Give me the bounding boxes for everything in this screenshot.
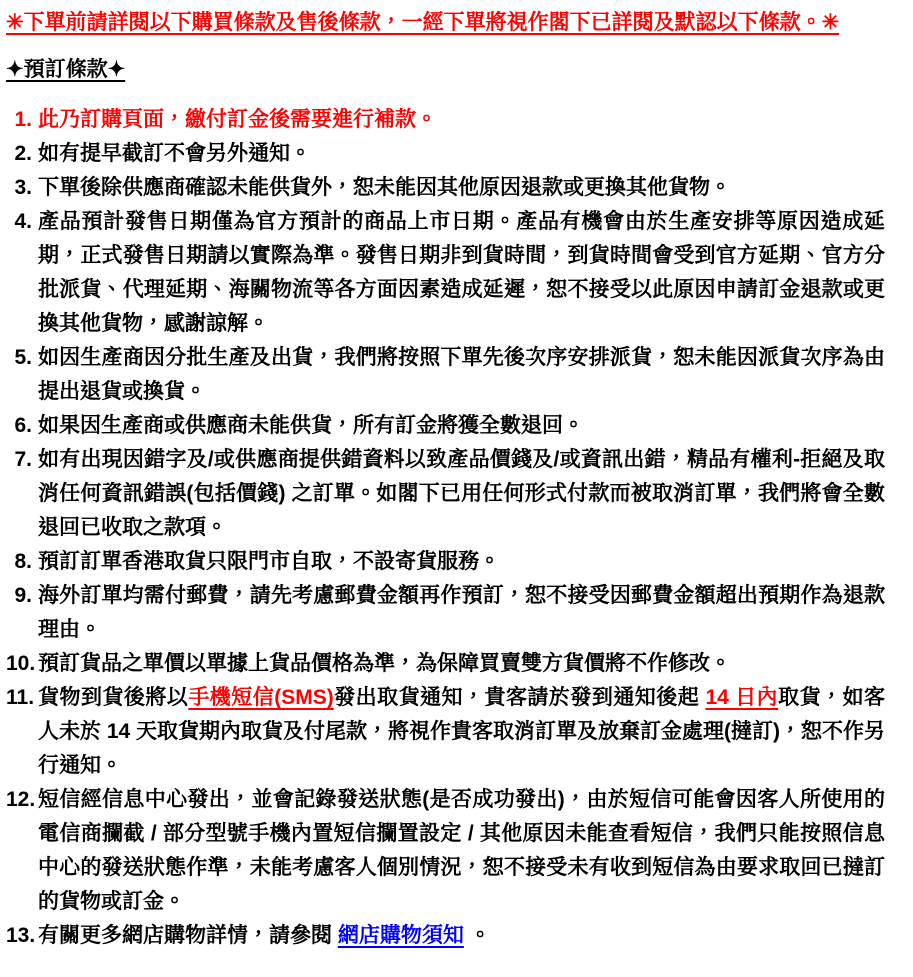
term-segment: 手機短信(SMS) (188, 686, 334, 709)
term-segment: 如有出現因錯字及/或供應商提供錯資料以致產品價錢及/或資訊出錯，精品有權利-拒絕及取消任何資訊錯誤(包括價錢) 之訂單。如閣下已用任何形式付款而被取消訂單，我們將會全數退回已收取之款項。 (38, 448, 885, 539)
term-text (38, 550, 500, 573)
term-text (38, 414, 584, 437)
term-segment: 取貨，如客人未於 14 天取貨期內取貨及付尾款，將視作貴客取消訂單及放棄訂金處理(撻訂)，恕不作另行通知。 (38, 686, 886, 777)
term-item (6, 103, 885, 137)
term-number: 6. (14, 414, 32, 437)
term-text (38, 210, 885, 335)
term-item (6, 171, 885, 205)
term-segment: 14 日內 (705, 686, 779, 709)
term-segment: 此乃訂購頁面，繳付訂金後需要進行補款。 (38, 108, 437, 131)
term-segment: 下單後除供應商確認未能供貨外，恕未能因其他原因退款或更換其他貨物。 (38, 176, 731, 199)
term-segment: 如果因生產商或供應商未能供貨，所有訂金將獲全數退回。 (38, 414, 584, 437)
term-number: 1. (14, 108, 32, 131)
term-item (6, 579, 885, 647)
term-segment: 預訂貨品之單價以單據上貨品價格為準，為保障買賣雙方貨價將不作修改。 (38, 652, 731, 675)
term-text (38, 788, 885, 913)
term-item (6, 137, 885, 171)
term-number: 13. (6, 924, 36, 947)
term-number: 4. (14, 210, 32, 233)
terms-warning-header: ✳下單前請詳閱以下購買條款及售後條款，一經下單將視作閣下已詳閱及默認以下條款。✳ (6, 11, 840, 34)
term-number: 9. (14, 584, 32, 607)
term-segment: 短信經信息中心發出，並會記錄發送狀態(是否成功發出)，由於短信可能會因客人所使用的電信商攔截 / 部分型號手機內置短信攔置設定 / 其他原因未能查看短信，我們只能按照信息中心的發送狀態作準，未能考慮客人個別情況，恕不接受未有收到短信為由要求取回已撻訂的貨物或訂金。 (38, 788, 885, 913)
term-item (6, 409, 885, 443)
term-text (38, 346, 885, 403)
term-item (6, 647, 885, 681)
term-number: 2. (14, 142, 32, 165)
term-text (38, 584, 885, 641)
store-shopping-notice-link[interactable]: 網店購物須知 (337, 924, 464, 947)
term-number: 10. (6, 652, 36, 675)
term-text (38, 142, 311, 165)
term-text (38, 686, 885, 777)
term-number: 11. (6, 686, 35, 709)
term-number: 5. (14, 346, 32, 369)
term-number: 8. (14, 550, 32, 573)
term-segment: 預訂訂單香港取貨只限門市自取，不設寄貨服務。 (38, 550, 500, 573)
term-item (6, 205, 885, 341)
term-item (6, 783, 885, 919)
term-item (6, 341, 885, 409)
term-item (6, 545, 885, 579)
term-segment: 如因生產商因分批生產及出貨，我們將按照下單先後次序安排派貨，恕未能因派貨次序為由提出退貨或換貨。 (38, 346, 885, 403)
term-text (38, 448, 885, 539)
term-number: 7. (14, 448, 32, 471)
term-segment: 發出取貨通知，貴客請於發到通知後起 (333, 686, 706, 709)
term-number: 12. (6, 788, 36, 811)
term-text (38, 176, 731, 199)
term-segment: 產品預計發售日期僅為官方預計的商品上市日期。產品有機會由於生產安排等原因造成延期，正式發售日期請以實際為準。發售日期非到貨時間，到貨時間會受到官方延期、官方分批派貨、代理延期、海關物流等各方面因素造成延遲，恕不接受以此原因申請訂金退款或更換其他貨物，感謝諒解。 (38, 210, 885, 335)
term-segment: 有關更多網店購物詳情，請參閱 (38, 924, 338, 947)
term-segment: 海外訂單均需付郵費，請先考慮郵費金額再作預訂，恕不接受因郵費金額超出預期作為退款理由。 (38, 584, 885, 641)
term-segment: 如有提早截訂不會另外通知。 (38, 142, 311, 165)
term-segment: 。 (463, 924, 491, 947)
term-segment: 貨物到貨後將以 (38, 686, 189, 709)
term-item (6, 443, 885, 545)
terms-list (6, 103, 885, 953)
term-text (38, 924, 491, 947)
term-number: 3. (14, 176, 32, 199)
term-item (6, 681, 885, 783)
term-text (38, 652, 731, 675)
term-text (38, 108, 437, 131)
section-title-preorder-terms: ✦預訂條款✦ (6, 58, 126, 81)
